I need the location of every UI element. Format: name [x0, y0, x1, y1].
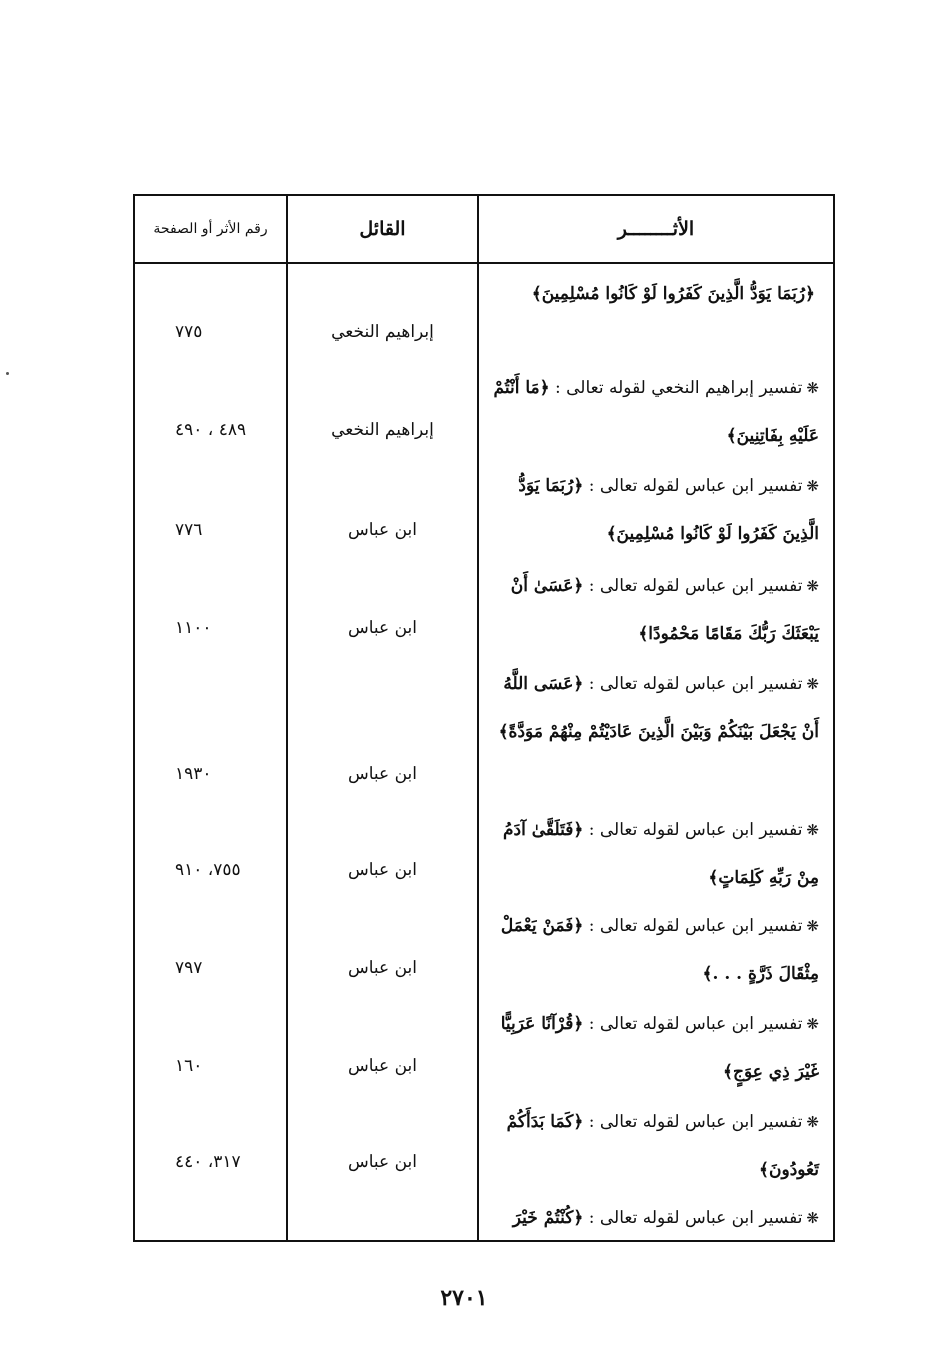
asterisk-icon: ❋: [806, 1015, 819, 1033]
ref-cell: [135, 898, 286, 996]
quran-verse: ﴿قُرْآنًا عَرَبِيًّا غَيْرَ ذِي عِوَجٍ﴾: [500, 1014, 819, 1082]
ref-cell: [135, 802, 286, 898]
quran-verse: ﴿فَتَلَقَّىٰ آدَمُ مِنْ رَبِّهِ كَلِمَاتٍ﴾: [502, 820, 819, 888]
ref-cell: [135, 458, 286, 558]
qail-cell: ابن عباس: [348, 958, 418, 978]
header-qail: القائل: [359, 218, 406, 240]
asterisk-icon: ❋: [806, 917, 819, 935]
qail-cell: ابن عباس: [348, 1152, 418, 1172]
table-row: [135, 996, 833, 1094]
ref-cell: [135, 558, 286, 656]
qail-cell: ابن عباس: [348, 860, 418, 880]
athar-cell: [477, 558, 833, 656]
athar-index-table: [133, 194, 835, 1242]
qail-cell: إبراهيم النخعي: [331, 420, 434, 440]
ref-number: ٧٧٦: [175, 520, 203, 540]
athar-cell: [477, 360, 833, 458]
page-number: ٢٧٠١: [440, 1285, 488, 1311]
stray-mark: [6, 372, 9, 375]
quran-verse: ﴿فَمَنْ يَعْمَلْ مِثْقَالَ ذَرَّةٍ . . .﴾: [500, 916, 819, 984]
tafsir-intro: تفسير ابن عباس لقوله تعالى :: [588, 476, 803, 496]
quran-verse: ﴿رُبَمَا يَوَدُّ الَّذِينَ كَفَرُوا لَوْ كَانُوا مُسْلِمِينَ﴾: [518, 476, 819, 544]
table-row: [135, 1094, 833, 1190]
quran-verse: ﴿مَا أَنْتُمْ عَلَيْهِ بِفَاتِنِينَ﴾: [493, 378, 819, 446]
ref-number: ٧٧٥: [175, 322, 203, 342]
ref-number: ١٦٠: [175, 1056, 203, 1076]
ref-number: ٤٨٩ ، ٤٩٠: [175, 420, 247, 440]
ref-number: ٧٩٧: [175, 958, 203, 978]
qail-cell: إبراهيم النخعي: [331, 322, 434, 342]
qail-cell: ابن عباس: [348, 618, 418, 638]
athar-cell: [477, 1094, 833, 1190]
tafsir-intro: تفسير ابن عباس لقوله تعالى :: [588, 1208, 803, 1228]
quran-verse: ﴿عَسَىٰ أَنْ يَبْعَثَكَ رَبُّكَ مَقَامًا مَحْمُودًا﴾: [510, 576, 819, 644]
header-athar: الأثــــــــر: [617, 218, 695, 240]
quran-verse: ﴿كَمَا بَدَأَكُمْ تَعُودُونَ﴾: [506, 1112, 819, 1180]
table-row: [135, 558, 833, 656]
asterisk-icon: ❋: [806, 379, 819, 397]
asterisk-icon: ❋: [806, 1113, 819, 1131]
quran-verse: ﴿كُنْتُمْ خَيْرَ: [512, 1208, 584, 1228]
header-ref: رقم الأثر أو الصفحة: [153, 221, 268, 237]
athar-cell: [477, 458, 833, 558]
ref-number: ٣١٧، ٤٤٠: [175, 1152, 241, 1172]
table-row: [135, 898, 833, 996]
table-row: [135, 266, 833, 360]
ref-number: ١١٠٠: [175, 618, 212, 638]
asterisk-icon: ❋: [806, 477, 819, 495]
athar-cell: [477, 996, 833, 1094]
ref-cell: [135, 1094, 286, 1190]
table-row: [135, 360, 833, 458]
athar-cell: [477, 1190, 833, 1240]
tafsir-intro: تفسير إبراهيم النخعي لقوله تعالى :: [555, 378, 803, 398]
ref-cell: [135, 360, 286, 458]
header-divider: [135, 262, 833, 264]
athar-cell: [477, 656, 833, 802]
tafsir-intro: تفسير ابن عباس لقوله تعالى :: [588, 820, 803, 840]
tafsir-intro: تفسير ابن عباس لقوله تعالى :: [588, 674, 803, 694]
table-row: [135, 1190, 833, 1240]
qail-cell: ابن عباس: [348, 1056, 418, 1076]
asterisk-icon: ❋: [806, 1209, 819, 1227]
tafsir-intro: تفسير ابن عباس لقوله تعالى :: [588, 916, 803, 936]
quran-verse: ﴿عَسَى اللَّهُ أَنْ يَجْعَلَ بَيْنَكُمْ وَبَيْنَ الَّذِينَ عَادَيْتُمْ مِنْهُمْ مَوَدَّةً﴾: [498, 674, 819, 742]
tafsir-intro: تفسير ابن عباس لقوله تعالى :: [588, 1112, 803, 1132]
ref-number: ٧٥٥، ٩١٠: [175, 860, 241, 880]
asterisk-icon: ❋: [806, 675, 819, 693]
asterisk-icon: ❋: [806, 577, 819, 595]
tafsir-intro: تفسير ابن عباس لقوله تعالى :: [588, 1014, 803, 1034]
ref-cell: [135, 1190, 286, 1240]
qail-cell: ابن عباس: [348, 520, 418, 540]
ref-number: ١٩٣٠: [175, 764, 212, 784]
athar-cell: [477, 802, 833, 898]
qail-cell: [288, 1190, 477, 1240]
table-row: [135, 458, 833, 558]
athar-cell: [477, 898, 833, 996]
ref-cell: [135, 656, 286, 802]
table-row: [135, 802, 833, 898]
ref-cell: [135, 996, 286, 1094]
table-row: [135, 656, 833, 802]
tafsir-intro: تفسير ابن عباس لقوله تعالى :: [588, 576, 803, 596]
athar-cell: [477, 266, 833, 360]
quran-verse: ﴿رُبَمَا يَوَدُّ الَّذِينَ كَفَرُوا لَوْ كَانُوا مُسْلِمِينَ﴾: [531, 284, 815, 304]
asterisk-icon: ❋: [806, 821, 819, 839]
qail-cell: ابن عباس: [348, 764, 418, 784]
ref-cell: [135, 266, 286, 360]
